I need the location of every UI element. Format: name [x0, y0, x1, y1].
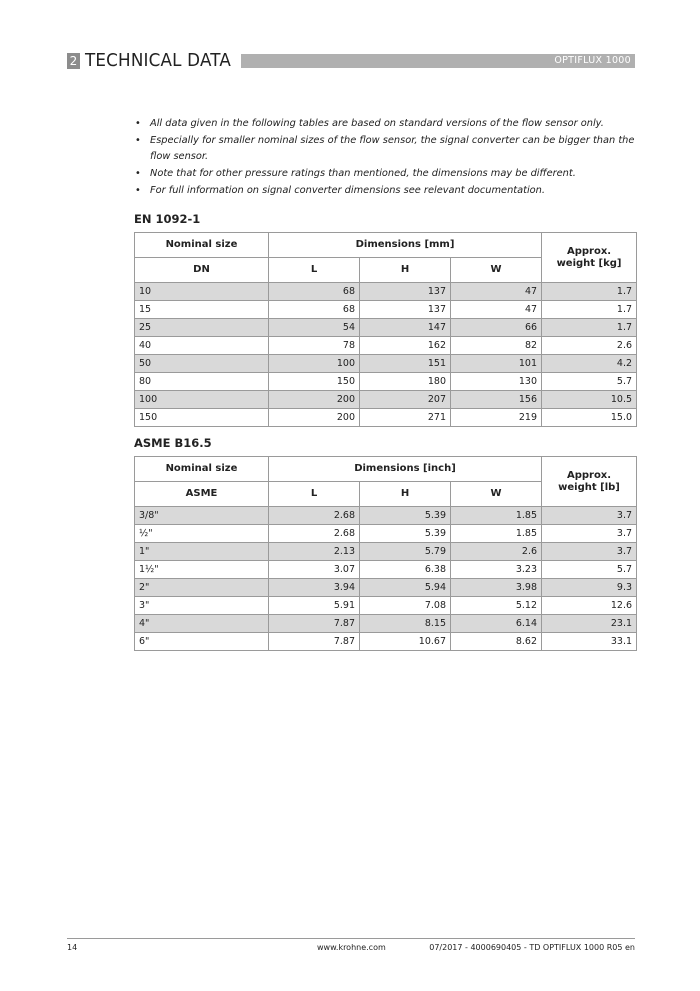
cell-h: 6.38: [360, 561, 451, 579]
note-item: • Note that for other pressure ratings than mentioned, the dimensions may be different.: [134, 166, 636, 182]
table-row: [135, 337, 637, 355]
header-weight: Approx. weight [kg]: [542, 233, 637, 283]
cell-h: 5.39: [360, 525, 451, 543]
cell-h: 162: [360, 337, 451, 355]
cell-weight: 1.7: [542, 319, 637, 337]
cell-h: 180: [360, 373, 451, 391]
table-row: [135, 283, 637, 301]
table-row: [135, 391, 637, 409]
cell-w: 47: [451, 301, 542, 319]
cell-weight: 5.7: [542, 373, 637, 391]
table-row: [135, 409, 637, 427]
cell-nominal-size: 6": [135, 633, 269, 651]
cell-weight: 3.7: [542, 543, 637, 561]
cell-l: 2.13: [269, 543, 360, 561]
cell-w: 3.23: [451, 561, 542, 579]
en-dimensions-table: [134, 232, 637, 427]
header-w: W: [451, 482, 542, 507]
table-row: [135, 373, 637, 391]
table-row: [135, 355, 637, 373]
header-dn: DN: [135, 258, 269, 283]
cell-weight: 15.0: [542, 409, 637, 427]
cell-nominal-size: 1": [135, 543, 269, 561]
cell-nominal-size: 15: [135, 301, 269, 319]
cell-w: 130: [451, 373, 542, 391]
cell-l: 78: [269, 337, 360, 355]
cell-l: 68: [269, 283, 360, 301]
cell-w: 156: [451, 391, 542, 409]
cell-w: 3.98: [451, 579, 542, 597]
header-dimensions: Dimensions [mm]: [269, 233, 542, 258]
cell-nominal-size: 80: [135, 373, 269, 391]
footer-doc-ref: 07/2017 - 4000690405 - TD OPTIFLUX 1000 R05 en: [429, 943, 635, 952]
cell-weight: 9.3: [542, 579, 637, 597]
note-item: • Especially for smaller nominal sizes of the flow sensor, the signal converter can be bigger than the flow sensor.: [134, 133, 636, 165]
page-number: 14: [67, 943, 78, 952]
cell-nominal-size: 4": [135, 615, 269, 633]
note-item: • For full information on signal converter dimensions see relevant documentation.: [134, 183, 636, 199]
cell-weight: 10.5: [542, 391, 637, 409]
cell-nominal-size: 3": [135, 597, 269, 615]
cell-w: 101: [451, 355, 542, 373]
cell-l: 150: [269, 373, 360, 391]
cell-weight: 4.2: [542, 355, 637, 373]
cell-l: 2.68: [269, 507, 360, 525]
table-row: [135, 507, 637, 525]
chapter-title: TECHNICAL DATA: [85, 50, 232, 71]
cell-h: 151: [360, 355, 451, 373]
cell-h: 271: [360, 409, 451, 427]
cell-w: 1.85: [451, 525, 542, 543]
cell-weight: 5.7: [542, 561, 637, 579]
table-row: [135, 525, 637, 543]
cell-nominal-size: 150: [135, 409, 269, 427]
cell-h: 147: [360, 319, 451, 337]
header-h: H: [360, 482, 451, 507]
note-item: • All data given in the following tables are based on standard versions of the flow sensor only.: [134, 116, 636, 132]
cell-h: 7.08: [360, 597, 451, 615]
cell-w: 6.14: [451, 615, 542, 633]
header-asme: ASME: [135, 482, 269, 507]
footer-website: www.krohne.com: [317, 943, 386, 952]
cell-weight: 2.6: [542, 337, 637, 355]
cell-w: 8.62: [451, 633, 542, 651]
header-nominal-size: Nominal size: [135, 233, 269, 258]
chapter-number: 2: [67, 53, 80, 69]
header-dimensions: Dimensions [inch]: [269, 457, 542, 482]
cell-nominal-size: 50: [135, 355, 269, 373]
table-row: [135, 543, 637, 561]
cell-l: 100: [269, 355, 360, 373]
cell-h: 8.15: [360, 615, 451, 633]
footer-divider: [67, 938, 635, 939]
table-row: [135, 319, 637, 337]
cell-nominal-size: 10: [135, 283, 269, 301]
cell-w: 47: [451, 283, 542, 301]
table-row: [135, 615, 637, 633]
table-row: [135, 633, 637, 651]
cell-weight: 3.7: [542, 525, 637, 543]
cell-nominal-size: 25: [135, 319, 269, 337]
cell-weight: 12.6: [542, 597, 637, 615]
cell-h: 5.79: [360, 543, 451, 561]
cell-l: 200: [269, 391, 360, 409]
cell-w: 2.6: [451, 543, 542, 561]
cell-l: 68: [269, 301, 360, 319]
cell-nominal-size: 2": [135, 579, 269, 597]
cell-l: 2.68: [269, 525, 360, 543]
page-header: [67, 51, 635, 70]
header-weight: Approx. weight [lb]: [542, 457, 637, 507]
header-w: W: [451, 258, 542, 283]
asme-dimensions-table: [134, 456, 637, 651]
cell-w: 5.12: [451, 597, 542, 615]
header-l: L: [269, 482, 360, 507]
table-row: [135, 561, 637, 579]
cell-h: 207: [360, 391, 451, 409]
cell-weight: 1.7: [542, 283, 637, 301]
table-row: [135, 597, 637, 615]
cell-nominal-size: 3/8": [135, 507, 269, 525]
cell-l: 7.87: [269, 615, 360, 633]
cell-w: 1.85: [451, 507, 542, 525]
cell-w: 66: [451, 319, 542, 337]
cell-weight: 3.7: [542, 507, 637, 525]
cell-nominal-size: 1½": [135, 561, 269, 579]
header-nominal-size: Nominal size: [135, 457, 269, 482]
header-h: H: [360, 258, 451, 283]
notes-list: [134, 116, 636, 200]
cell-weight: 23.1: [542, 615, 637, 633]
cell-h: 137: [360, 283, 451, 301]
cell-h: 5.39: [360, 507, 451, 525]
cell-nominal-size: 40: [135, 337, 269, 355]
cell-h: 137: [360, 301, 451, 319]
en-table-title: EN 1092-1: [134, 212, 201, 226]
cell-l: 54: [269, 319, 360, 337]
cell-h: 10.67: [360, 633, 451, 651]
cell-w: 219: [451, 409, 542, 427]
product-name: OPTIFLUX 1000: [241, 54, 635, 68]
cell-nominal-size: ½": [135, 525, 269, 543]
cell-nominal-size: 100: [135, 391, 269, 409]
cell-weight: 1.7: [542, 301, 637, 319]
cell-l: 3.07: [269, 561, 360, 579]
cell-w: 82: [451, 337, 542, 355]
cell-l: 200: [269, 409, 360, 427]
cell-h: 5.94: [360, 579, 451, 597]
table-row: [135, 301, 637, 319]
cell-l: 5.91: [269, 597, 360, 615]
cell-weight: 33.1: [542, 633, 637, 651]
cell-l: 3.94: [269, 579, 360, 597]
table-row: [135, 579, 637, 597]
header-l: L: [269, 258, 360, 283]
asme-table-title: ASME B16.5: [134, 436, 212, 450]
cell-l: 7.87: [269, 633, 360, 651]
